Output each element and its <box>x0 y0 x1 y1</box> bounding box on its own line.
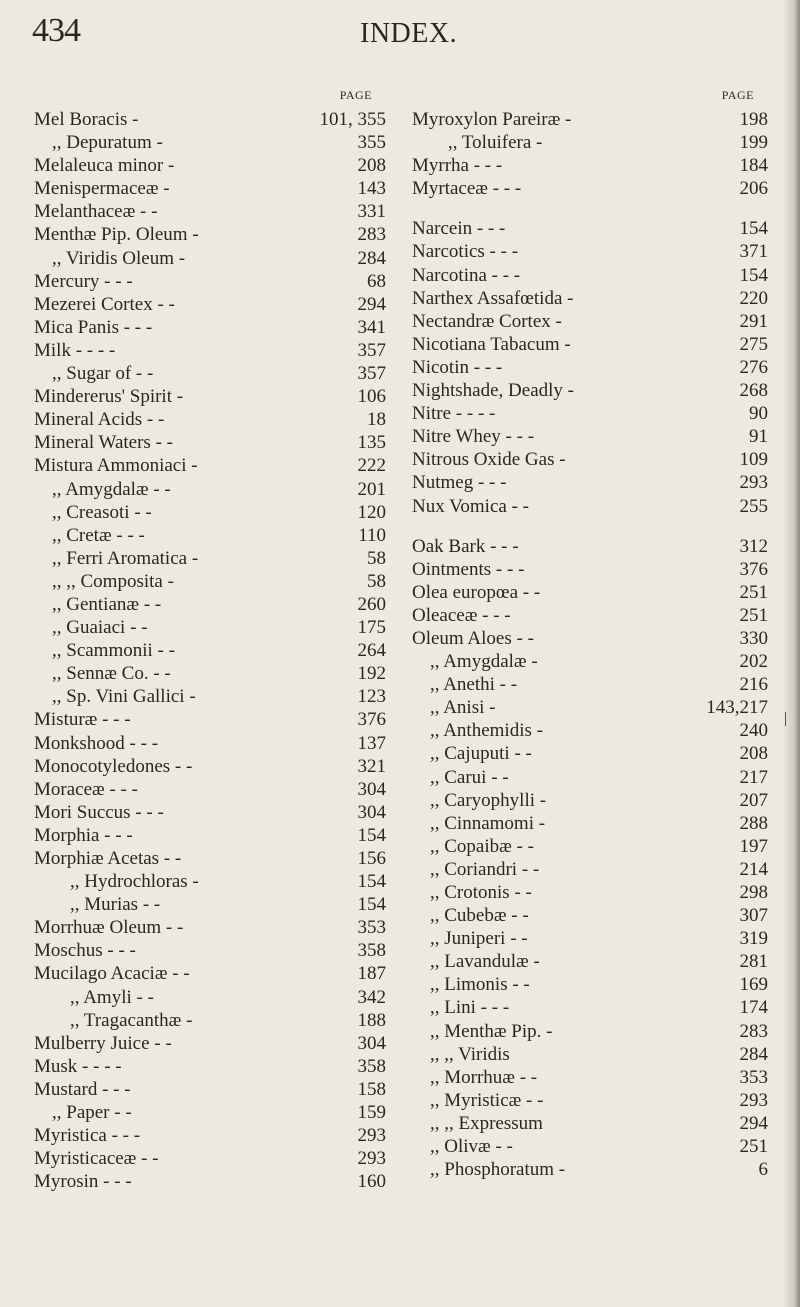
index-page-ref: 304 <box>357 801 386 823</box>
index-entry <box>34 570 386 593</box>
index-entry <box>34 547 386 570</box>
index-page-ref: 342 <box>357 986 386 1008</box>
index-entry <box>34 408 386 431</box>
index-page-ref: 156 <box>357 848 386 869</box>
index-term: Mucilago Acaciæ - - <box>34 963 190 985</box>
index-term: Monkshood - - - <box>34 732 159 754</box>
index-page-ref: 222 <box>357 455 386 477</box>
index-page-ref: 294 <box>739 1112 768 1134</box>
index-term: ,, Copaibæ - - <box>430 835 534 857</box>
index-term: Nutmeg - - - <box>412 472 507 494</box>
index-term: Mulberry Juice - - <box>34 1032 172 1054</box>
index-term: ,, Crotonis - - <box>430 882 532 903</box>
index-entry <box>34 385 386 408</box>
index-page-ref: 58 <box>367 547 386 569</box>
index-term: Myrrha - - - <box>412 155 503 177</box>
index-term: ,, Olivæ - - <box>430 1136 513 1158</box>
index-page-ref: 198 <box>739 109 768 130</box>
index-term: Nightshade, Deadly - <box>412 380 574 402</box>
index-entry <box>34 1170 386 1193</box>
index-page-ref: 357 <box>357 339 386 361</box>
index-term: Nitre Whey - - - <box>412 426 535 448</box>
index-term: Mel Boracis - <box>34 109 139 130</box>
index-term: Musk - - - - <box>34 1055 122 1077</box>
index-term: ,, Limonis - - <box>430 974 530 996</box>
index-entry <box>34 431 386 454</box>
index-entry <box>34 1078 386 1101</box>
index-page-ref: 159 <box>357 1102 386 1124</box>
index-page-ref: 154 <box>739 264 768 286</box>
index-page-ref: 208 <box>357 155 386 177</box>
index-term: Nicotin - - - <box>412 356 503 378</box>
index-page-ref: 158 <box>357 1078 386 1100</box>
index-entry <box>412 742 768 765</box>
index-page-ref: 283 <box>357 224 386 246</box>
index-term: Nitre - - - - <box>412 403 496 425</box>
index-page-ref: 376 <box>739 558 768 580</box>
index-term: Myristicaceæ - - <box>34 1148 159 1170</box>
index-entry <box>412 535 768 558</box>
index-entry <box>412 1158 768 1181</box>
index-term: ,, Toluifera - <box>448 132 543 154</box>
index-page-ref: 220 <box>739 287 768 309</box>
index-page-ref: 135 <box>357 432 386 454</box>
index-term: ,, Coriandri - - <box>430 858 540 880</box>
index-entry <box>412 696 768 719</box>
index-entry <box>34 1009 386 1032</box>
index-page-ref: 341 <box>357 316 386 338</box>
index-entry <box>412 581 768 604</box>
index-entry <box>34 223 386 246</box>
index-term: Nux Vomica - - <box>412 495 529 517</box>
index-entry <box>34 801 386 824</box>
index-term: Oleum Aloes - - <box>412 627 534 649</box>
index-entry <box>34 293 386 316</box>
index-entry <box>412 217 768 240</box>
index-page-ref: 357 <box>357 363 386 385</box>
index-term: Oleaceæ - - - <box>412 604 511 626</box>
index-page-ref: 184 <box>739 155 768 177</box>
index-term: Myristica - - - <box>34 1125 141 1147</box>
index-term: Mica Panis - - - <box>34 316 153 338</box>
index-term: ,, ,, Expressum <box>430 1112 543 1134</box>
index-entry <box>34 524 386 547</box>
index-page-ref: 294 <box>357 293 386 315</box>
index-entry <box>412 495 768 518</box>
index-term: Morphia - - - <box>34 824 133 846</box>
index-entry <box>34 1101 386 1124</box>
index-entry <box>412 287 768 310</box>
index-term: Oak Bark - - - <box>412 535 519 557</box>
index-page-ref: 264 <box>357 640 386 662</box>
index-term: Myroxylon Pareiræ - <box>412 109 572 130</box>
index-term: ,, Sugar of - - <box>52 363 154 385</box>
index-term: ,, Scammonii - - <box>52 640 175 662</box>
index-term: ,, Carui - - <box>430 766 509 788</box>
index-term: Mistura Ammoniaci - <box>34 455 198 477</box>
index-entry <box>412 858 768 881</box>
index-term: ,, Cajuputi - - <box>430 743 532 765</box>
index-page-ref: 255 <box>739 495 768 517</box>
index-term: Mercury - - - <box>34 270 133 292</box>
index-term: ,, Ferri Aromatica - <box>52 547 199 569</box>
index-page-ref: 293 <box>739 472 768 494</box>
index-page-ref: 275 <box>739 333 768 355</box>
index-term: ,, Phosphoratum - <box>430 1159 566 1181</box>
index-page-ref: 90 <box>749 403 768 425</box>
index-page-ref: 293 <box>739 1089 768 1111</box>
index-page-ref: 319 <box>739 928 768 950</box>
running-head-title: INDEX. <box>360 18 458 49</box>
index-entry <box>412 356 768 379</box>
index-entry <box>412 108 768 131</box>
page-column-label: PAGE <box>339 88 372 102</box>
index-page-ref: 143,217 <box>706 697 768 719</box>
index-page-ref: 137 <box>357 732 386 754</box>
index-page-ref: 120 <box>357 501 386 523</box>
index-page-ref: 251 <box>739 581 768 603</box>
index-term: Melanthaceæ - - <box>34 201 158 223</box>
index-term: ,, Hydrochloras - <box>70 871 199 893</box>
index-term: Mineral Waters - - <box>34 432 173 454</box>
index-page-ref: 207 <box>739 789 768 811</box>
index-page-ref: 217 <box>739 766 768 788</box>
index-page-ref: 260 <box>357 593 386 615</box>
index-entry <box>412 310 768 333</box>
index-page-ref: 276 <box>739 356 768 378</box>
index-page-ref: 123 <box>357 686 386 708</box>
index-page-ref: 6 <box>758 1159 768 1181</box>
index-entry <box>34 916 386 939</box>
index-page-ref: 307 <box>739 905 768 927</box>
index-entry <box>34 824 386 847</box>
index-term: Monocotyledones - - <box>34 755 193 777</box>
index-term: Olea europœa - - <box>412 581 541 603</box>
index-term: Melaleuca minor - <box>34 155 175 177</box>
index-entry <box>34 939 386 962</box>
index-term: ,, Depuratum - <box>52 132 163 154</box>
index-entry <box>34 616 386 639</box>
index-entry <box>34 316 386 339</box>
index-entry <box>34 870 386 893</box>
index-page-ref: 251 <box>739 1136 768 1158</box>
index-term: ,, Tragacanthæ - <box>70 1009 193 1031</box>
index-entries-left <box>34 108 386 1193</box>
index-term: Myrtaceæ - - - <box>412 178 522 200</box>
index-term: Moschus - - - <box>34 940 136 962</box>
index-term: ,, Viridis Oleum - <box>52 247 186 269</box>
index-term: ,, Sennæ Co. - - <box>52 663 171 685</box>
index-entry <box>34 362 386 385</box>
index-entry <box>34 962 386 985</box>
index-page-ref: 201 <box>357 478 386 500</box>
index-term: Nitrous Oxide Gas - <box>412 449 566 471</box>
index-entry <box>412 1112 768 1135</box>
index-entry <box>412 950 768 973</box>
index-term: Menthæ Pip. Oleum - <box>34 224 199 246</box>
index-page-ref: 283 <box>739 1020 768 1042</box>
index-term: ,, Cubebæ - - <box>430 905 529 927</box>
index-page-ref: 298 <box>739 882 768 903</box>
index-entry <box>412 604 768 627</box>
index-entry <box>34 1147 386 1170</box>
index-page-ref: 293 <box>357 1148 386 1170</box>
index-page-ref: 216 <box>739 674 768 696</box>
index-term: Narcein - - - <box>412 218 506 240</box>
index-entry <box>34 108 386 131</box>
index-page-ref: 284 <box>357 247 386 269</box>
index-term: Mezerei Cortex - - <box>34 293 175 315</box>
index-entry <box>34 755 386 778</box>
index-page-ref: 353 <box>739 1066 768 1088</box>
index-entry <box>34 1124 386 1147</box>
index-page-ref: 202 <box>739 651 768 673</box>
index-entry <box>34 639 386 662</box>
index-term: Narthex Assafœtida - <box>412 287 574 309</box>
index-term: ,, Guaiaci - - <box>52 617 148 639</box>
index-page-ref: 288 <box>739 812 768 834</box>
index-page-ref: 355 <box>357 132 386 154</box>
index-term: ,, Amygdalæ - <box>430 651 538 673</box>
index-term: Milk - - - - <box>34 339 116 361</box>
index-entry <box>412 131 768 154</box>
index-entry <box>34 847 386 870</box>
index-term: ,, Caryophylli - <box>430 789 547 811</box>
index-page-ref: 109 <box>739 449 768 471</box>
index-page-ref: 291 <box>739 310 768 332</box>
index-term: ,, Lavandulæ - <box>430 951 540 973</box>
index-entry <box>34 339 386 362</box>
index-page-ref: 304 <box>357 1032 386 1054</box>
index-page-ref: 281 <box>739 951 768 973</box>
page-number: 434 <box>32 12 80 49</box>
index-term: Nicotiana Tabacum - <box>412 333 571 355</box>
index-page-ref: 358 <box>357 940 386 962</box>
index-entry <box>34 177 386 200</box>
index-term: Moraceæ - - - <box>34 778 138 800</box>
page-edge-mark <box>785 712 786 726</box>
index-entry <box>34 662 386 685</box>
index-entry <box>412 789 768 812</box>
index-page-ref: 214 <box>739 858 768 880</box>
index-entry <box>412 240 768 263</box>
index-entry <box>34 778 386 801</box>
index-term: Mustard - - - <box>34 1078 131 1100</box>
index-entry <box>34 270 386 293</box>
index-page-ref: 304 <box>357 778 386 800</box>
index-entry <box>412 177 768 200</box>
index-term: Myrosin - - - <box>34 1171 132 1193</box>
index-term: ,, Anthemidis - <box>430 720 543 742</box>
index-page-ref: 268 <box>739 380 768 402</box>
index-entry <box>412 996 768 1019</box>
index-term: ,, Amygdalæ - - <box>52 478 171 500</box>
index-entry <box>412 927 768 950</box>
index-entry <box>412 766 768 789</box>
index-entry <box>34 200 386 223</box>
index-entry <box>412 835 768 858</box>
index-page-ref: 331 <box>357 201 386 223</box>
index-entry <box>412 264 768 287</box>
index-entry <box>412 425 768 448</box>
index-page-ref: 199 <box>739 132 768 154</box>
index-entry <box>34 1032 386 1055</box>
index-term: ,, Morrhuæ - - <box>430 1066 538 1088</box>
index-term: Narcotina - - - <box>412 264 521 286</box>
index-entry <box>412 1043 768 1066</box>
index-term: ,, Anethi - - <box>430 674 518 696</box>
index-entry <box>34 478 386 501</box>
index-page-ref: 160 <box>357 1171 386 1193</box>
index-entries-right <box>412 108 768 1181</box>
page-edge-shadow <box>784 0 800 1307</box>
index-page-ref: 110 <box>358 524 386 546</box>
index-page-ref: 18 <box>367 409 386 431</box>
index-entry <box>412 448 768 471</box>
index-entry <box>412 154 768 177</box>
index-term: ,, Myristicæ - - <box>430 1089 544 1111</box>
index-term: ,, ,, Viridis <box>430 1043 510 1065</box>
index-entry <box>412 1066 768 1089</box>
index-page-ref: 68 <box>367 270 386 292</box>
index-page-ref: 187 <box>357 963 386 985</box>
index-term: ,, Anisi - <box>430 697 496 719</box>
index-page-ref: 197 <box>739 835 768 857</box>
index-entry <box>34 247 386 270</box>
index-page-ref: 312 <box>739 535 768 557</box>
index-term: Mindererus' Spirit - <box>34 386 184 408</box>
index-column-right <box>412 88 768 1181</box>
index-entry <box>34 131 386 154</box>
index-term: ,, Murias - - <box>70 894 161 916</box>
index-entry <box>412 1020 768 1043</box>
index-entry <box>412 673 768 696</box>
index-term: Morphiæ Acetas - - <box>34 848 182 869</box>
index-term: Ointments - - - <box>412 558 525 580</box>
index-term: ,, Lini - - - <box>430 997 510 1019</box>
index-page-ref: 330 <box>739 627 768 649</box>
index-page-ref: 208 <box>739 743 768 765</box>
index-term: Mori Succus - - - <box>34 801 164 823</box>
index-term: Narcotics - - - <box>412 241 519 263</box>
index-term: ,, Sp. Vini Gallici - <box>52 686 196 708</box>
index-page-ref: 251 <box>739 604 768 626</box>
index-entry <box>412 650 768 673</box>
index-term: Nectandræ Cortex - <box>412 310 562 332</box>
index-term: ,, Gentianæ - - <box>52 593 162 615</box>
index-entry <box>412 558 768 581</box>
index-page-ref: 169 <box>739 974 768 996</box>
index-entry <box>412 1135 768 1158</box>
index-page-ref: 154 <box>357 894 386 916</box>
index-term: ,, ,, Composita - <box>52 570 174 592</box>
index-entry <box>412 627 768 650</box>
index-term: ,, Amyli - - <box>70 986 154 1008</box>
page-column-label: PAGE <box>721 88 754 102</box>
index-term: Misturæ - - - <box>34 709 131 731</box>
index-page-ref: 58 <box>367 570 386 592</box>
index-term: ,, Cretæ - - - <box>52 524 145 546</box>
index-page-ref: 175 <box>357 617 386 639</box>
index-term: Mineral Acids - - <box>34 409 165 431</box>
index-page-ref: 154 <box>739 218 768 240</box>
index-entry <box>34 685 386 708</box>
index-entry <box>412 379 768 402</box>
index-page-ref: 143 <box>357 178 386 200</box>
index-entry <box>34 732 386 755</box>
index-entry <box>412 973 768 996</box>
index-entry <box>34 1055 386 1078</box>
index-term: ,, Menthæ Pip. - <box>430 1020 553 1042</box>
index-entry <box>412 904 768 927</box>
index-term: Morrhuæ Oleum - - <box>34 917 184 939</box>
index-entry <box>412 881 768 904</box>
index-page-ref: 284 <box>739 1043 768 1065</box>
index-page-ref: 353 <box>357 917 386 939</box>
index-entry <box>34 708 386 731</box>
index-term: ,, Juniperi - - <box>430 928 528 950</box>
index-entry <box>34 986 386 1009</box>
index-page-ref: 358 <box>357 1055 386 1077</box>
index-entry <box>412 333 768 356</box>
index-page-ref: 154 <box>357 871 386 893</box>
index-entry <box>34 454 386 477</box>
index-term: Menispermaceæ - <box>34 178 170 200</box>
index-entry <box>412 719 768 742</box>
index-page-ref: 91 <box>749 426 768 448</box>
index-entry <box>34 893 386 916</box>
index-page-ref: 101, 355 <box>319 109 386 130</box>
index-page-ref: 106 <box>357 386 386 408</box>
index-page-ref: 188 <box>357 1009 386 1031</box>
index-page-ref: 192 <box>357 663 386 685</box>
index-term: ,, Cinnamomi - <box>430 812 546 834</box>
index-page-ref: 206 <box>739 178 768 200</box>
index-page-ref: 376 <box>357 709 386 731</box>
index-entry <box>412 402 768 425</box>
index-entry <box>412 471 768 494</box>
index-term: ,, Creasoti - - <box>52 501 152 523</box>
index-page-ref: 321 <box>357 755 386 777</box>
index-term: ,, Paper - - <box>52 1102 132 1124</box>
index-page-ref: 371 <box>739 241 768 263</box>
index-entry <box>412 1089 768 1112</box>
index-page-ref: 240 <box>739 720 768 742</box>
index-entry <box>34 154 386 177</box>
index-page-ref: 174 <box>739 997 768 1019</box>
index-column-left <box>34 88 386 1193</box>
index-entry <box>34 501 386 524</box>
index-page-ref: 293 <box>357 1125 386 1147</box>
index-page-ref: 154 <box>357 824 386 846</box>
index-entry <box>34 593 386 616</box>
index-entry <box>412 812 768 835</box>
